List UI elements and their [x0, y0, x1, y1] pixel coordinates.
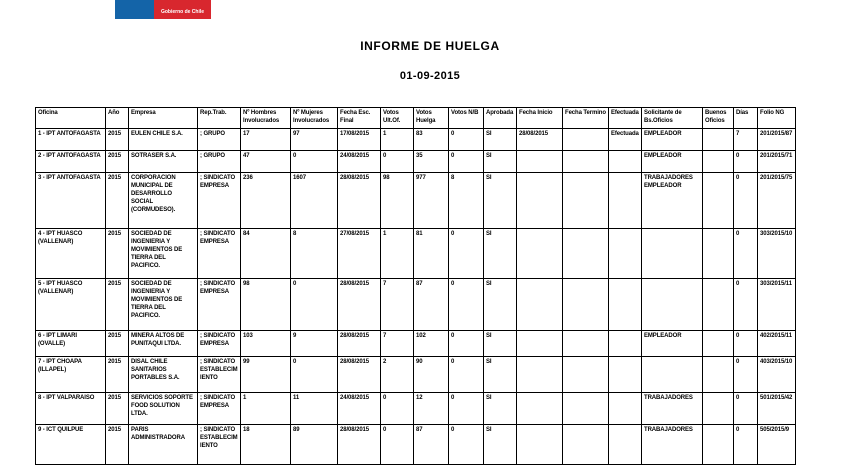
table-row: [36, 393, 796, 425]
page-title: INFORME DE HUELGA: [360, 39, 500, 53]
cell: 0: [734, 425, 758, 465]
cell: 2015: [106, 331, 129, 357]
cell: [609, 331, 642, 357]
cell: 87: [414, 425, 449, 465]
cell: EMPLEADOR: [642, 129, 703, 151]
cell: [609, 393, 642, 425]
column-header: Fecha Termino: [563, 108, 609, 129]
cell: EMPLEADOR: [642, 331, 703, 357]
cell: [703, 357, 734, 393]
cell: [517, 425, 563, 465]
cell: 4 - IPT HUASCO (VALLENAR): [36, 229, 106, 279]
cell: 7: [381, 331, 414, 357]
cell: 28/08/2015: [338, 331, 381, 357]
cell: 17/08/2015: [338, 129, 381, 151]
table-row: [36, 129, 796, 151]
column-header: Nº Hombres Involucrados: [241, 108, 291, 129]
cell: [703, 229, 734, 279]
cell: ; SINDICATO EMPRESA: [198, 229, 241, 279]
cell: 0: [291, 279, 338, 331]
cell: 2015: [106, 173, 129, 229]
cell: 28/08/2015: [517, 129, 563, 151]
cell: [703, 331, 734, 357]
cell: SI: [484, 229, 517, 279]
cell: [609, 425, 642, 465]
cell: 17: [241, 129, 291, 151]
cell: SI: [484, 393, 517, 425]
cell: DISAL CHILE SANITARIOS PORTABLES S.A.: [129, 357, 198, 393]
cell: [703, 425, 734, 465]
column-header: Solicitante de Bs.Oficios: [642, 108, 703, 129]
cell: 201/2015/75: [758, 173, 796, 229]
cell: [563, 129, 609, 151]
cell: 0: [734, 151, 758, 173]
cell: SI: [484, 331, 517, 357]
cell: Efectuada: [609, 129, 642, 151]
column-header: Votos N/B: [449, 108, 484, 129]
cell: ; GRUPO: [198, 151, 241, 173]
cell: 98: [241, 279, 291, 331]
cell: 98: [381, 173, 414, 229]
table-row: [36, 357, 796, 393]
cell: 0: [381, 151, 414, 173]
cell: SI: [484, 173, 517, 229]
cell: [703, 173, 734, 229]
cell: 81: [414, 229, 449, 279]
cell: SI: [484, 425, 517, 465]
cell: ; SINDICATO ESTABLECIMIENTO: [198, 357, 241, 393]
cell: 99: [241, 357, 291, 393]
cell: PARIS ADMINISTRADORA: [129, 425, 198, 465]
cell: 87: [414, 279, 449, 331]
cell: 84: [241, 229, 291, 279]
cell: EULEN CHILE S.A.: [129, 129, 198, 151]
column-header: Buenos Oficios: [703, 108, 734, 129]
cell: [703, 279, 734, 331]
cell: 0: [381, 393, 414, 425]
cell: [563, 151, 609, 173]
cell: [609, 279, 642, 331]
cell: ; SINDICATO EMPRESA: [198, 279, 241, 331]
table-row: [36, 151, 796, 173]
cell: SI: [484, 151, 517, 173]
cell: 0: [734, 229, 758, 279]
cell: 1607: [291, 173, 338, 229]
logo-text: Gobierno de Chile: [160, 9, 205, 15]
gobierno-de-chile-logo: [115, 0, 211, 19]
cell: ; SINDICATO EMPRESA: [198, 393, 241, 425]
cell: 28/08/2015: [338, 425, 381, 465]
cell: 35: [414, 151, 449, 173]
cell: [609, 229, 642, 279]
cell: 89: [291, 425, 338, 465]
cell: TRABAJADORES: [642, 393, 703, 425]
cell: 0: [449, 279, 484, 331]
cell: 0: [381, 425, 414, 465]
cell: 9 - ICT QUILPUE: [36, 425, 106, 465]
cell: 5 - IPT HUASCO (VALLENAR): [36, 279, 106, 331]
cell: 102: [414, 331, 449, 357]
cell: 303/2015/11: [758, 279, 796, 331]
cell: SI: [484, 279, 517, 331]
cell: ; SINDICATO EMPRESA: [198, 331, 241, 357]
cell: 2015: [106, 129, 129, 151]
cell: 2015: [106, 279, 129, 331]
cell: SI: [484, 129, 517, 151]
column-header: Empresa: [129, 108, 198, 129]
column-header: Fecha Inicio: [517, 108, 563, 129]
cell: 0: [449, 331, 484, 357]
cell: 1: [381, 129, 414, 151]
column-header: Folio NG: [758, 108, 796, 129]
table-row: [36, 425, 796, 465]
cell: 1 - IPT ANTOFAGASTA: [36, 129, 106, 151]
logo-blue-block: [115, 0, 154, 19]
cell: TRABAJADORES EMPLEADOR: [642, 173, 703, 229]
cell: 9: [291, 331, 338, 357]
cell: 12: [414, 393, 449, 425]
cell: 6 - IPT LIMARI (OVALLE): [36, 331, 106, 357]
cell: [563, 357, 609, 393]
cell: 7: [734, 129, 758, 151]
cell: [517, 279, 563, 331]
cell: 7 - IPT CHOAPA (ILLAPEL): [36, 357, 106, 393]
table-row: [36, 279, 796, 331]
cell: [563, 393, 609, 425]
cell: 0: [734, 279, 758, 331]
cell: 977: [414, 173, 449, 229]
cell: 0: [734, 357, 758, 393]
cell: 0: [449, 357, 484, 393]
cell: 2015: [106, 425, 129, 465]
column-header: Aprobada: [484, 108, 517, 129]
cell: 90: [414, 357, 449, 393]
cell: 1: [381, 229, 414, 279]
cell: 0: [449, 129, 484, 151]
cell: [517, 229, 563, 279]
table-row: [36, 229, 796, 279]
column-header: Rep.Trab.: [198, 108, 241, 129]
cell: [563, 331, 609, 357]
column-header: Efectuada: [609, 108, 642, 129]
cell: 97: [291, 129, 338, 151]
cell: [517, 151, 563, 173]
cell: ; SINDICATO ESTABLECIMIENTO: [198, 425, 241, 465]
cell: SOTRASER S.A.: [129, 151, 198, 173]
cell: 24/08/2015: [338, 393, 381, 425]
report-date: 01-09-2015: [399, 70, 461, 82]
cell: 28/08/2015: [338, 279, 381, 331]
column-header: Fecha Esc. Final: [338, 108, 381, 129]
cell: MINERA ALTOS DE PUNITAQUI LTDA.: [129, 331, 198, 357]
cell: 303/2015/10: [758, 229, 796, 279]
cell: CORPORACION MUNICIPAL DE DESARROLLO SOCIAL (CORMUDESO).: [129, 173, 198, 229]
cell: 8: [449, 173, 484, 229]
cell: [642, 357, 703, 393]
cell: 103: [241, 331, 291, 357]
cell: 402/2015/11: [758, 331, 796, 357]
cell: 236: [241, 173, 291, 229]
cell: 403/2015/10: [758, 357, 796, 393]
cell: 2015: [106, 393, 129, 425]
cell: 2015: [106, 229, 129, 279]
cell: ; SINDICATO EMPRESA: [198, 173, 241, 229]
cell: [609, 173, 642, 229]
cell: 18: [241, 425, 291, 465]
cell: ; GRUPO: [198, 129, 241, 151]
cell: TRABAJADORES: [642, 425, 703, 465]
cell: [517, 173, 563, 229]
cell: 0: [734, 173, 758, 229]
cell: 2015: [106, 151, 129, 173]
cell: 83: [414, 129, 449, 151]
cell: [563, 229, 609, 279]
cell: [517, 331, 563, 357]
cell: 2015: [106, 357, 129, 393]
cell: SI: [484, 357, 517, 393]
cell: 0: [291, 151, 338, 173]
cell: 24/08/2015: [338, 151, 381, 173]
cell: 505/2015/9: [758, 425, 796, 465]
huelga-table: [35, 107, 796, 465]
cell: [563, 279, 609, 331]
column-header: Votos Ult.Of.: [381, 108, 414, 129]
cell: SOCIEDAD DE INGENIERIA Y MOVIMIENTOS DE TIERRA DEL PACIFICO.: [129, 229, 198, 279]
cell: 3 - IPT ANTOFAGASTA: [36, 173, 106, 229]
cell: [517, 357, 563, 393]
table-row: [36, 331, 796, 357]
column-header: Año: [106, 108, 129, 129]
cell: 201/2015/71: [758, 151, 796, 173]
cell: [642, 229, 703, 279]
cell: 28/08/2015: [338, 173, 381, 229]
cell: 0: [449, 393, 484, 425]
table-row: [36, 173, 796, 229]
cell: 28/08/2015: [338, 357, 381, 393]
cell: 0: [449, 151, 484, 173]
cell: 7: [381, 279, 414, 331]
column-header: Nº Mujeres Involucrados: [291, 108, 338, 129]
cell: [517, 393, 563, 425]
header-row: [36, 108, 796, 129]
cell: [609, 357, 642, 393]
cell: [642, 279, 703, 331]
cell: [703, 151, 734, 173]
logo-red-block: [154, 0, 211, 19]
cell: 2 - IPT ANTOFAGASTA: [36, 151, 106, 173]
cell: [609, 151, 642, 173]
column-header: Días: [734, 108, 758, 129]
cell: SOCIEDAD DE INGENIERIA Y MOVIMIENTOS DE TIERRA DEL PACIFICO.: [129, 279, 198, 331]
cell: 201/2015/87: [758, 129, 796, 151]
cell: [703, 129, 734, 151]
cell: 0: [449, 229, 484, 279]
cell: 1: [241, 393, 291, 425]
cell: SERVICIOS SOPORTE FOOD SOLUTION LTDA.: [129, 393, 198, 425]
cell: 0: [291, 357, 338, 393]
cell: 8 - IPT VALPARAISO: [36, 393, 106, 425]
cell: 47: [241, 151, 291, 173]
cell: [563, 173, 609, 229]
cell: 2: [381, 357, 414, 393]
cell: 8: [291, 229, 338, 279]
cell: 11: [291, 393, 338, 425]
column-header: Votos Huelga: [414, 108, 449, 129]
cell: 501/2015/42: [758, 393, 796, 425]
cell: 0: [449, 425, 484, 465]
column-header: Oficina: [36, 108, 106, 129]
cell: 0: [734, 331, 758, 357]
cell: [563, 425, 609, 465]
cell: EMPLEADOR: [642, 151, 703, 173]
cell: 0: [734, 393, 758, 425]
cell: 27/08/2015: [338, 229, 381, 279]
cell: [703, 393, 734, 425]
